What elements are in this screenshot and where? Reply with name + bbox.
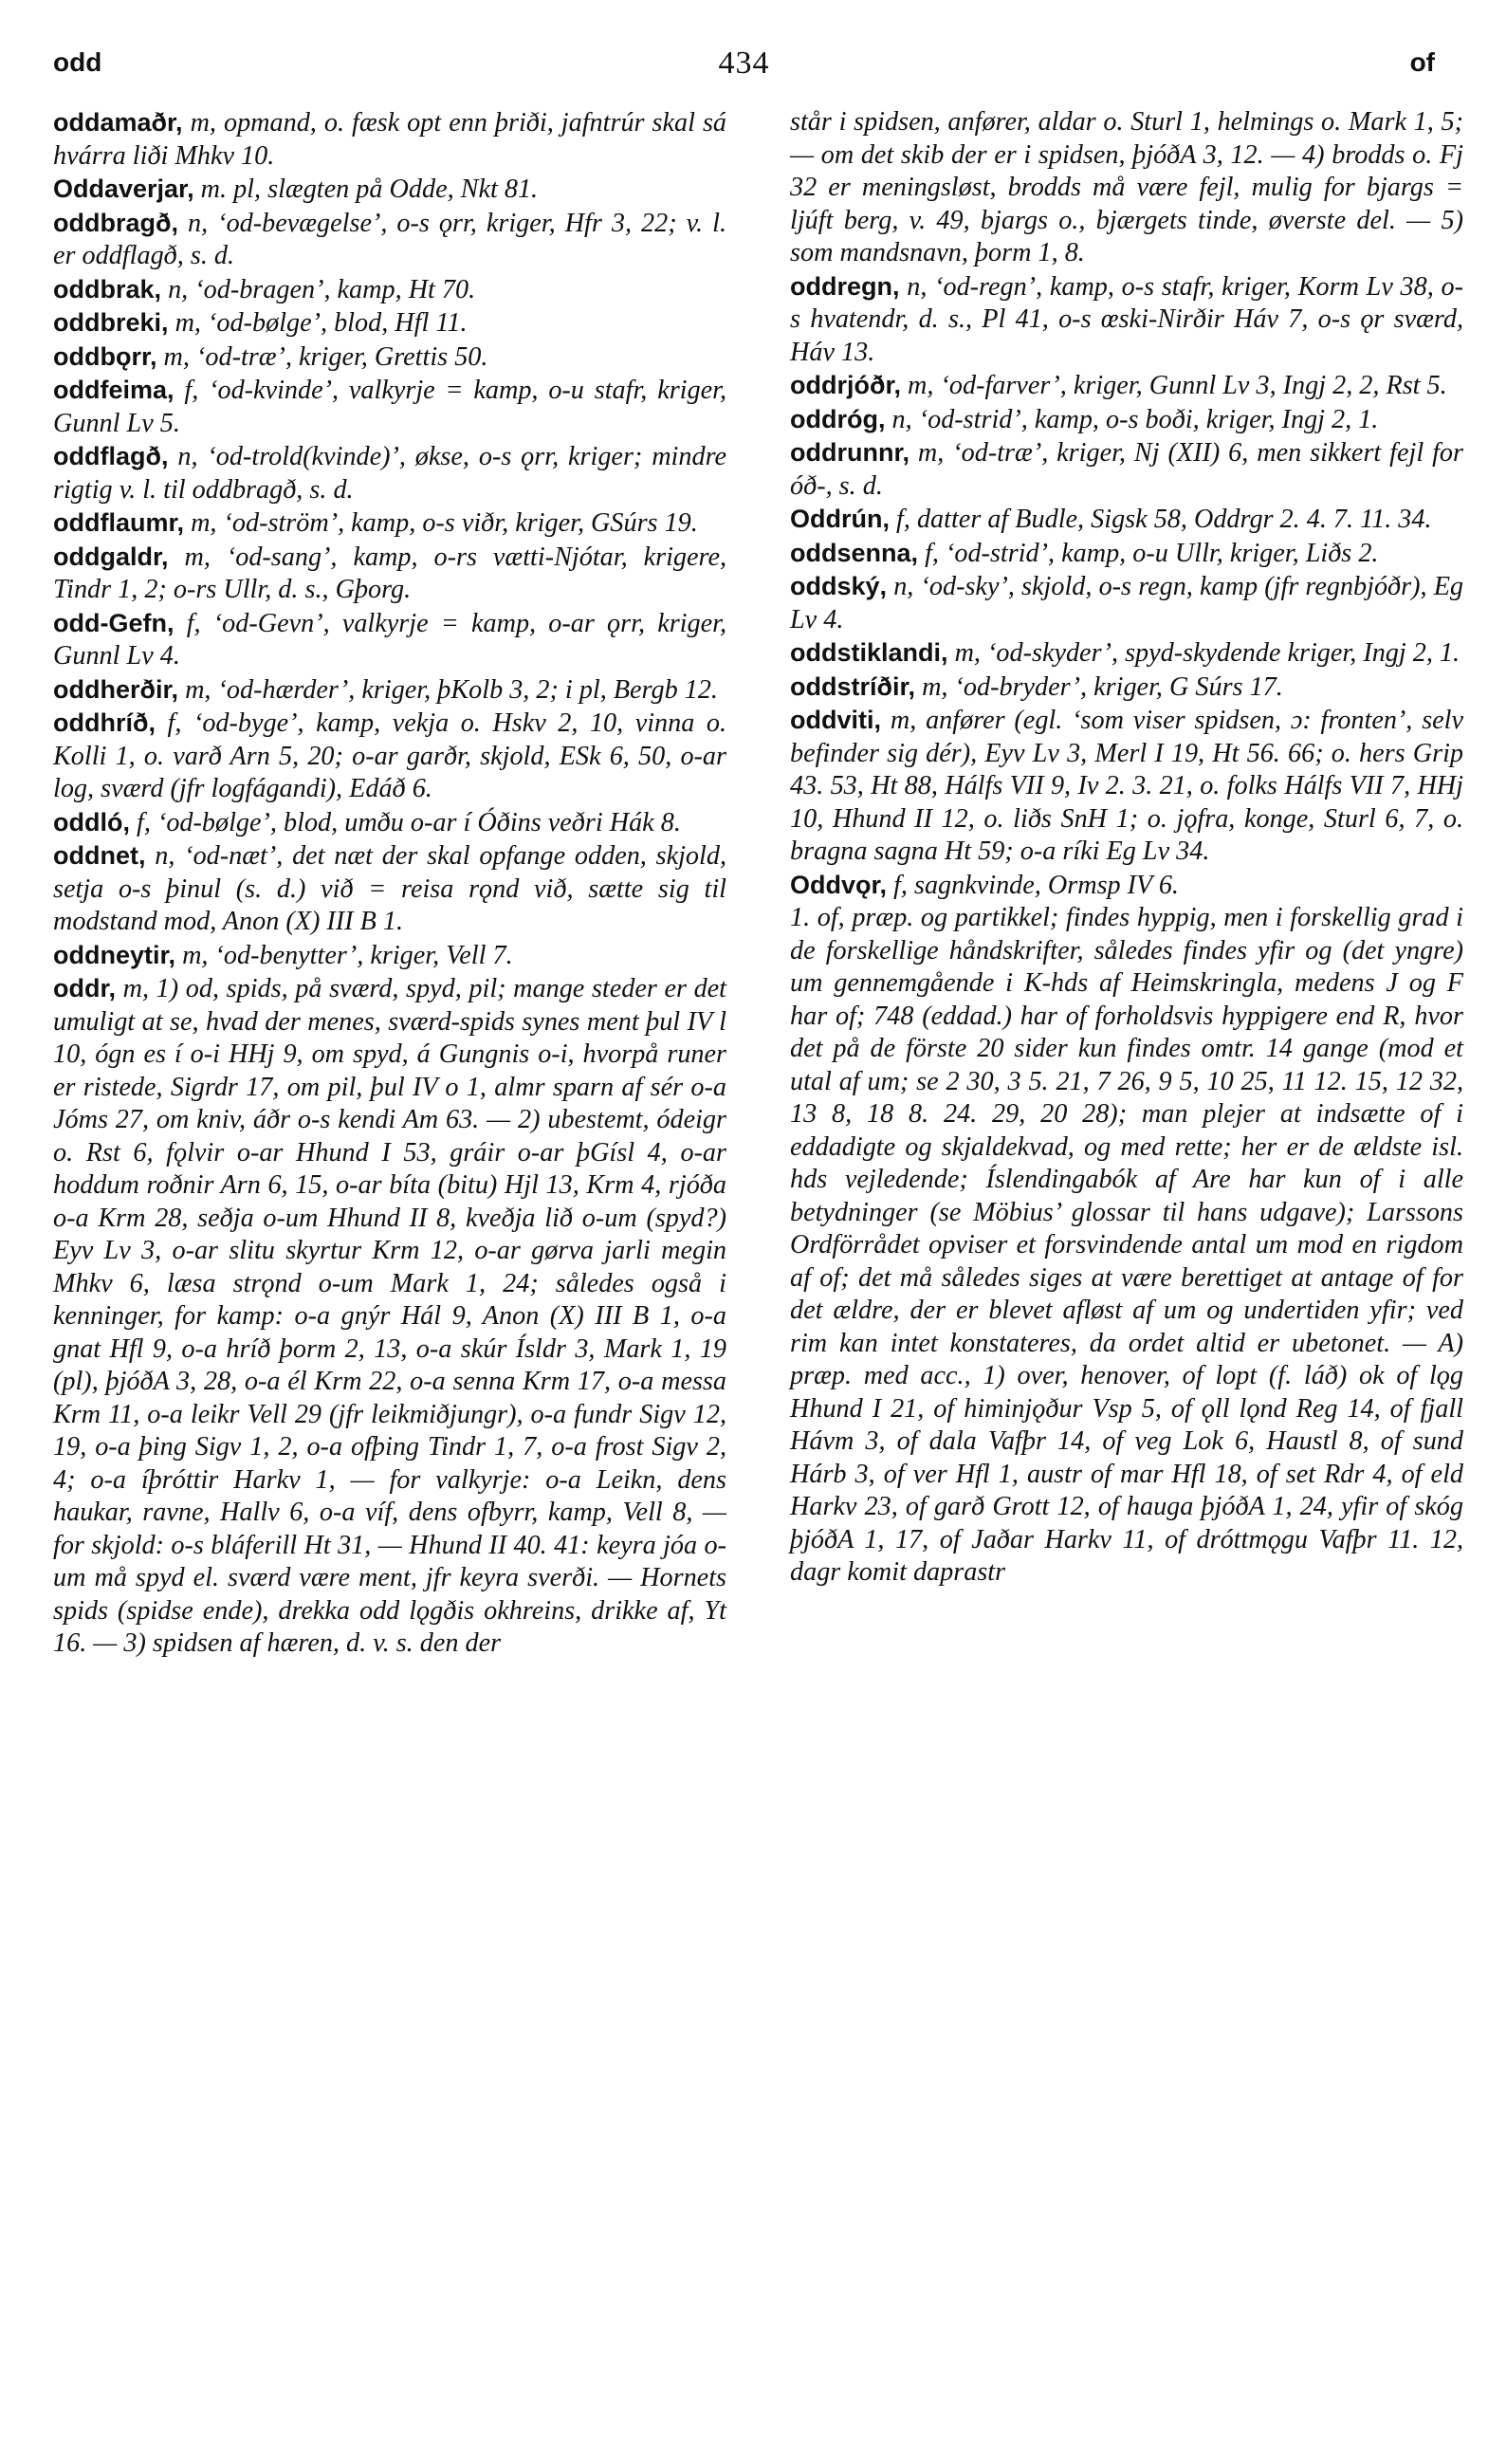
entry-headword: oddbrak, [53,274,162,303]
entry-definition: m, ‘od-hærder’, kriger, þKolb 3, 2; i pl, Bergb 12. [185,674,718,705]
entry-definition: m, ‘od-ström’, kamp, o-s viðr, kriger, GSúrs 19. [191,508,698,538]
entry-headword: oddflaumr, [53,508,185,537]
dictionary-entry [53,939,726,973]
entry-headword: oddnet, [53,841,146,870]
entry-headword: odd-Gefn, [53,608,175,637]
entry-definition: m, ‘od-benytter’, kriger, Vell 7. [182,940,513,970]
dictionary-entry [53,673,726,708]
entry-headword: oddbragð, [53,208,178,237]
entry-definition: m, ‘od-farver’, kriger, Gunnl Lv 3, Ingj 2, 2, Rst 5. [908,371,1447,400]
entry-headword: oddbǫrr, [53,341,157,371]
dictionary-entry [53,207,726,273]
entry-definition: m, 1) od, spids, på sværd, spyd, pil; mange steder er det umuligt at se, hvad der menes, sværd-spids synes ment þul IV l 10, ógn es í o-i HHj 9, om spyd, á Gungnis o-i, hvorpå runer er ristede, Sigrdr 17, om pil, þul IV o 1, almr sparn af sér o-a Jóms 27, om kniv, áðr o-s kendi Am 63. — 2) ubestemt, ódeigr o. Rst 6, fǫlvir o-ar Hhund I 53, gráir o-ar þGísl 4, o-ar hoddum roðnir Arn 6, 15, o-ar bíta (bitu) Hjl 13, Krm 4, rjóða o-a Krm 28, seðja o-um Hhund II 8, kveðja lið o-um (spyd?) Eyv Lv 3, o-ar slitu skyrtur Krm 12, o-ar gørva jarli megin Mhkv 6, læsa strǫnd o-um Mark 1, 24; således også i kenninger, for kamp: o-a gnýr Hál 9, Anon (X) III B 1, o-a gnat Hfl 9, o-a hríð þorm 2, 13, o-a skúr Ísldr 3, Mark 1, 19 (pl), þjóðA 3, 28, o-a él Krm 22, o-a senna Krm 17, o-a messa Krm 11, o-a leikr Vell 29 (jfr leikmiðjungr), o-a fundr Sigv 12, 19, o-a þing Sigv 1, 2, o-a ofþing Tindr 1, 7, o-a frost Sigv 2, 4; o-a íþróttir Harkv 1, — for valkyrje: o-a Leikn, dens haukar, ravne, Hallv 6, o-a víf, dens ofbyrr, kamp, Vell 8, — for skjold: o-s bláferill Ht 31, — Hhund II 40. 41: keyra jóa o-um må spyd el. sværd være ment, jfr keyra sverði. — Hornets spids (spidse ende), drekka odd lǫgðis okhreins, drikke af, Yt 16. — 3) spidsen af hæren, d. v. s. den der [53,974,727,1658]
dictionary-entry [790,902,1463,1590]
entry-definition: n, ‘od-sky’, skjold, o-s regn, kamp (jfr regnbjóðr), Eg Lv 4. [790,572,1464,634]
dictionary-entry [790,537,1463,571]
entry-definition: m, ‘od-sang’, kamp, o-rs vætti-Njótar, krigere, Tindr 1, 2; o-rs Ullr, d. s., Gþorg. [53,542,726,604]
entry-definition: f, ‘od-Gevn’, valkyrje = kamp, o-ar ǫrr, kriger, Gunnl Lv 4. [53,608,726,671]
dictionary-entry [790,106,1463,270]
entry-headword: oddflagð, [53,442,169,470]
entry-headword: oddhríð, [53,708,156,737]
entry-headword: oddfeima, [53,376,175,404]
entry-headword: oddherðir, [53,674,179,704]
entry-headword: oddróg, [790,404,886,433]
entry-definition: f, ‘od-bølge’, blod, umðu o-ar í Óðins veðri Hák 8. [137,807,681,837]
dictionary-entry [790,270,1463,370]
entry-definition: 1. of, præp. og partikkel; findes hyppig, men i forskellig grad i de forskellige håndskrifter, således findes yfir og (det yngre) um gennemgående i K-hds af Heimskringla, medens J og F har of; 748 (eddad.) har of forholdsvis hyppigere end R, hvor det på de förste 20 sider kun findes omtr. 14 gange (mod et utal af um; se 2 30, 3 5. 21, 7 26, 9 5, 10 25, 11 12. 15, 12 32, 13 8, 18 8. 24. 29, 20 28); man plejer at indsætte of i eddadigte og skjaldekvad, og med rette; her er de ældste isl. hds vejledende; Íslendingabók af Are har kun of i alle betydninger (se Möbius’ glossar til hans udgave); Larssons Ordförrådet opviser et forsvindende antal um mod en rigdom af of; det må således siges at være berettiget at antage of for det ældre, der er blevet afløst af um og undertiden yfir; ved rim kan intet konstateres, da ordet altid er ubetonet. — A) præp. med acc., 1) over, henover, of lopt (f. láð) ok of lǫg Hhund I 21, of himinjǫður Vsp 5, of ǫll lǫnd Reg 14, of fjall Hávm 3, of dala Vafþr 14, of veg Lok 6, Haustl 8, of sund Hárb 3, of ver Hfl 1, austr of mar Hfl 18, of set Rdr 4, of eld Harkv 23, of garð Grott 12, of hauga þjóðA 1, 24, yfir of skóg þjóðA 1, 17, of Jaðar Harkv 11, of dróttmǫgu Vafþr 11. 12, dagr komit daprastr [790,903,1463,1587]
entry-definition: m, ‘od-bryder’, kriger, G Súrs 17. [922,671,1283,702]
dictionary-entry [53,273,726,307]
entry-headword: oddstríðir, [790,671,916,701]
dictionary-entry [53,839,726,939]
dictionary-entry [790,403,1463,437]
entry-definition: n, ‘od-trold(kvinde)’, økse, o-s ǫrr, kriger; mindre rigtig v. l. til oddbragð, s. d. [53,442,726,505]
entry-headword: oddstiklandi, [790,638,948,667]
entry-headword: oddsenna, [790,538,919,567]
entry-definition: m, ‘od-bølge’, blod, Hfl 11. [175,308,468,338]
entry-definition: f, ‘od-kvinde’, valkyrje = kamp, o-u stafr, kriger, Gunnl Lv 5. [53,376,727,438]
entry-definition: f, sagnkvinde, Ormsp IV 6. [893,870,1179,900]
entry-definition: står i spidsen, anfører, aldar o. Sturl 1, helmings o. Mark 1, 5; — om det skib der er i spidsen, þjóðA 3, 12. — 4) brodds o. Fj 32 er meningsløst, brodds må være fejl, mulig for bjargs = ljúft berg, v. 49, bjargs o., bjærgets tinde, øverste del. — 5) som mandsnavn, þorm 1, 8. [790,107,1463,267]
dictionary-entry [53,541,726,607]
entry-headword: oddregn, [790,271,900,301]
dictionary-entry [53,607,726,673]
entry-definition: m. pl, slægten på Odde, Nkt 81. [200,175,539,204]
entry-headword: oddský, [790,572,888,600]
dictionary-entry [790,869,1463,903]
entry-headword: oddgaldr, [53,542,169,571]
dictionary-entry [53,707,726,806]
entry-definition: f, ‘od-byge’, kamp, vekja o. Hskv 2, 10, vinna o. Kolli 1, o. varð Arn 5, 20; o-ar garðr, skjold, ESk 6, 50, o-ar log, sværd (jfr logfágandi), Edáð 6. [53,708,727,803]
entry-definition: m, anfører (egl. ‘som viser spidsen, ɔ: fronten’, selv befinder sig dér), Eyv Lv 3, Merl I 19, Ht 56. 66; o. hers Grip 43. 53, Ht 88, Hálfs VII 9, Iv 2. 3. 21, o. folks Hálfs VII 7, HHj 10, Hhund II 12, o. liðs SnH 1; o. jǫfra, konge, Sturl 6, 7, o. bragna sagna Ht 59; o-a ríki Eg Lv 34. [790,706,1464,866]
left-guide-word: odd [53,47,102,77]
entry-headword: oddló, [53,807,130,837]
entry-headword: oddr, [53,974,116,1002]
entry-definition: n, ‘od-regn’, kamp, o-s stafr, kriger, Korm Lv 38, o-s hvatendr, d. s., Pl 41, o-s œski-Nirðir Háv 7, o-s ǫr sværd, Háv 13. [790,271,1463,367]
page-number: 434 [718,46,770,81]
dictionary-entry [790,704,1463,869]
dictionary-entry [790,671,1463,705]
page-header [53,47,1435,85]
dictionary-entry [53,340,726,375]
entry-definition: n, ‘od-strid’, kamp, o-s boði, kriger, Ingj 2, 1. [891,404,1379,434]
entry-headword: oddamaðr, [53,108,183,137]
left-column [53,106,726,1661]
entry-headword: oddrjóðr, [790,371,901,399]
dictionary-entry [53,506,726,541]
entry-headword: oddviti, [790,706,881,734]
entry-headword: Oddrún, [790,505,890,533]
dictionary-entry [53,306,726,340]
dictionary-entry [790,503,1463,537]
entry-definition: m, ‘od-træ’, kriger, Nj (XII) 6, men sikkert fejl for óð-, s. d. [790,438,1463,501]
entry-definition: n, ‘od-bragen’, kamp, Ht 70. [168,274,476,304]
dictionary-entry [790,436,1463,503]
entry-definition: m, ‘od-træ’, kriger, Grettis 50. [163,341,488,372]
entry-headword: Oddaverjar, [53,175,194,203]
dictionary-entry [53,173,726,207]
dictionary-entry [53,440,726,506]
entry-headword: oddneytir, [53,940,176,969]
entry-definition: m, ‘od-skyder’, spyd-skydende kriger, Ingj 2, 1. [954,638,1460,668]
entry-headword: oddbreki, [53,308,169,337]
dictionary-entry [790,636,1463,671]
dictionary-entry [53,806,726,840]
entry-headword: oddrunnr, [790,438,909,467]
entry-definition: n, ‘od-næt’, det næt der skal opfange odden, skjold, setja o-s þinul (s. d.) við = reisa rǫnd við, sætte sig til modstand mod, Anon (X) III B 1. [53,841,726,936]
dictionary-entry [790,369,1463,403]
right-column [790,106,1463,1590]
entry-definition: f, datter af Budle, Sigsk 58, Oddrgr 2. 4. 7. 11. 34. [896,505,1432,534]
entry-definition: n, ‘od-bevægelse’, o-s ǫrr, kriger, Hfr 3, 22; v. l. er oddflagð, s. d. [53,208,727,270]
dictionary-entry [53,106,726,173]
entry-definition: m, opmand, o. fæsk opt enn þriði, jafntrúr skal sá hvárra liði Mhkv 10. [53,108,727,171]
dictionary-entry [53,972,726,1661]
right-guide-word: of [1409,47,1435,77]
dictionary-entry [53,374,726,440]
entry-headword: Oddvǫr, [790,870,888,899]
entry-definition: f, ‘od-strid’, kamp, o-u Ullr, kriger, Liðs 2. [925,538,1379,568]
dictionary-entry [790,570,1463,636]
